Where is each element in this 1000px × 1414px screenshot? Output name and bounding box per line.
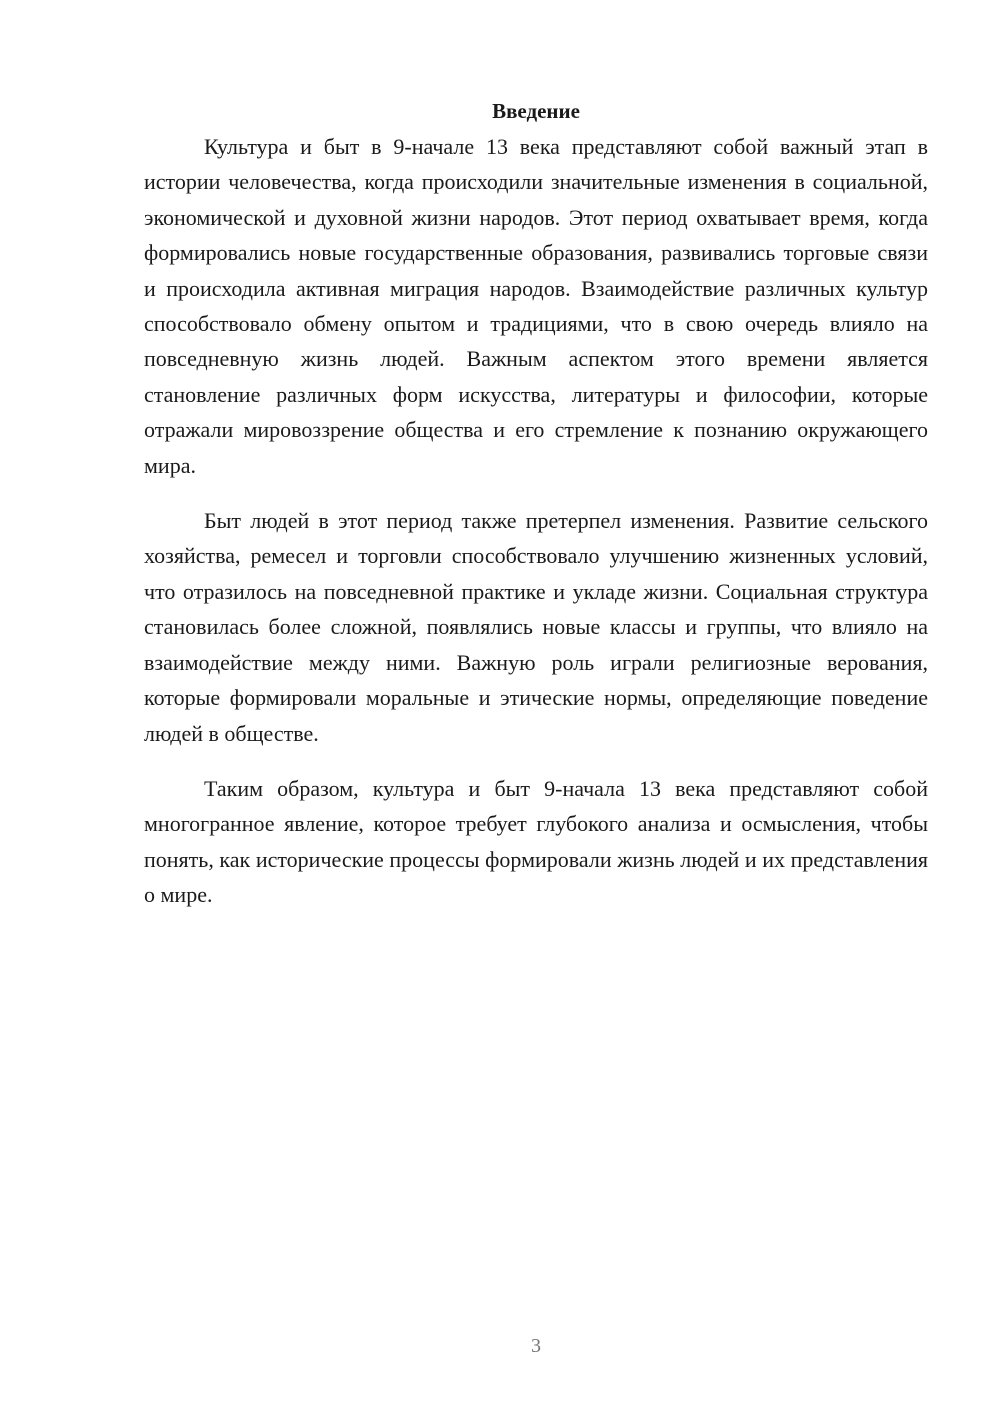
paragraph-2: Быт людей в этот период также претерпел изменения. Развитие сельского хозяйства, ремесел и торговли способствовало улучшению жизненных условий, что отразилось на повседневной практике и укладе жизни. Социальная структура становилась более сложной, появлялись новые классы и группы, что влияло на взаимодействие между ними. Важную роль играли религиозные верования, которые формировали моральные и этические нормы, определяющие поведение людей в обществе.	[144, 508, 928, 746]
document-page	[144, 96, 928, 913]
section-title: Введение	[492, 99, 580, 123]
paragraph-3: Таким образом, культура и быт 9-начала 13 века представляют собой многогранное явление, которое требует глубокого анализа и осмысления, чтобы понять, как исторические процессы формировали жизнь людей и их представления о мире.	[144, 775, 928, 908]
page-number: 3	[531, 1335, 541, 1357]
paragraph-1: Культура и быт в 9-начале 13 века представляют собой важный этап в истории человечества, когда происходили значительные изменения в социальной, экономической и духовной жизни народов. Этот период охватывает время, когда формировались новые государственные образования, развивались торговые связи и происходила активная миграция народов. Взаимодействие различных культур способствовало обмену опытом и традициями, что в свою очередь влияло на повседневную жизнь людей. Важным аспектом этого времени является становление различных форм искусства, литературы и философии, которые отражали мировоззрение общества и его стремление к познанию окружающего мира.	[144, 134, 928, 478]
